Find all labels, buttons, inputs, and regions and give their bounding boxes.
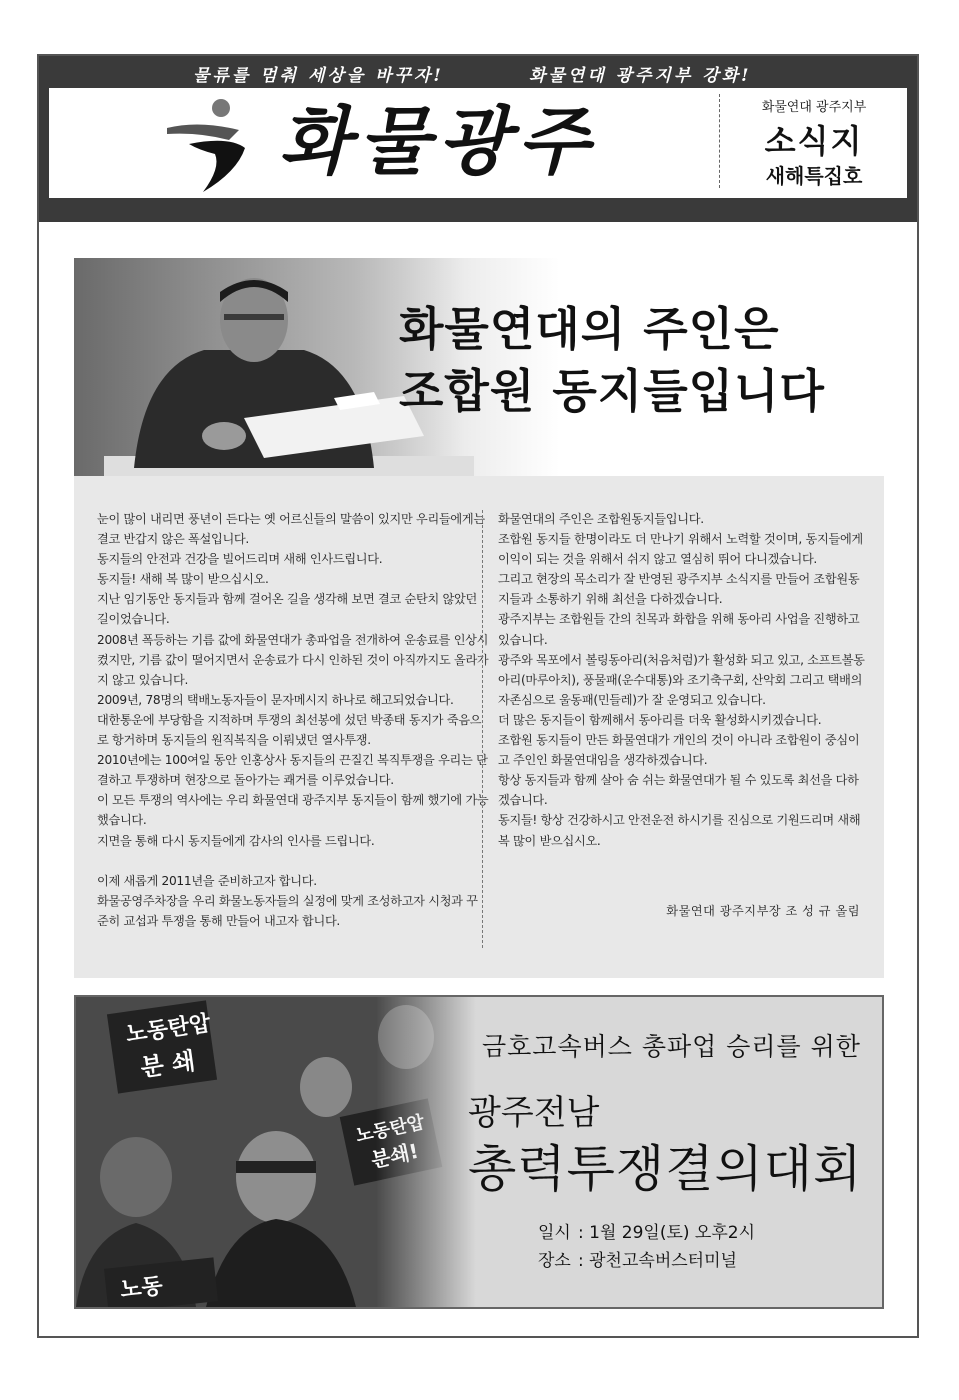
paragraph: 화물공영주차장을 우리 화물노동자들의 실정에 맞게 조성하고자 시청과 꾸준히 교섭과 투쟁을 통해 만들어 내고자 합니다. — [97, 893, 478, 928]
rally-date — [538, 1219, 755, 1247]
title-box — [49, 88, 907, 198]
paragraph: 광주지부는 조합원들 간의 친목과 화합을 위해 동아리 사업을 진행하고 있습니다. — [498, 612, 860, 647]
rally-place — [538, 1247, 755, 1275]
paragraph: 동지들의 안전과 건강을 빌어드리며 새해 인사드립니다. — [97, 552, 383, 567]
union-logo-icon — [159, 94, 259, 194]
paragraph: 조합원 동지들 한명이라도 더 만나기 위해서 노력할 것이며, 동지들에게 이익이 되는 것을 위해서 쉬지 않고 열심히 뛰어 다니겠습니다. — [498, 532, 863, 567]
column-divider — [482, 510, 483, 948]
masthead-divider — [719, 94, 720, 188]
headline — [399, 298, 825, 422]
paragraph: 항상 동지들과 함께 살아 숨 쉬는 화물연대가 될 수 있도록 최선을 다하겠습니다. — [498, 773, 859, 808]
paragraph: 조합원 동지들이 만든 화물연대가 개인의 것이 아니라 조합원이 중심이고 주인인 화물연대임을 생각하겠습니다. — [498, 733, 860, 768]
slogan-left: 물류를 멈춰 세상을 바꾸자! — [193, 66, 444, 86]
paragraph: 더 많은 동지들이 함께해서 동아리를 더욱 활성화시키겠습니다. — [498, 712, 822, 727]
paragraph: 2010년에는 100여일 동안 인홍상사 동지들의 끈질긴 복직투쟁을 우리는 단결하고 투쟁하며 현장으로 돌아가는 쾌거를 이루었습니다. — [97, 753, 488, 788]
article-right-column — [498, 509, 866, 851]
paragraph: 2009년, 78명의 택배노동자들이 문자메시지 하나로 해고되었습니다. — [97, 692, 454, 707]
publisher-org: 화물연대 광주지부 — [761, 100, 867, 115]
paragraph: 이 모든 투쟁의 역사에는 우리 화물연대 광주지부 동지들이 함께 했기에 가능했습니다. — [97, 793, 489, 828]
paragraph: 대한통운에 부당함을 지적하며 투쟁의 최선봉에 섰던 박종태 동지가 죽음으로 항거하며 동지들의 원직복직을 이뤄냈던 열사투쟁. — [97, 712, 482, 748]
newspaper-title: 화물광주 — [279, 99, 597, 185]
place-value: : 광천고속버스터미널 — [578, 1251, 737, 1271]
new-year-letter — [74, 476, 884, 978]
date-value: : 1월 29일(토) 오후2시 — [578, 1223, 755, 1243]
slogan-right: 화물연대 광주지부 강화! — [529, 66, 752, 86]
paragraph: 지난 임기동안 동지들과 함께 걸어온 길을 생각해 보면 결코 순탄치 않았던 길이었습니다. — [97, 592, 477, 627]
paragraph-spacer — [97, 851, 489, 871]
paragraph: 눈이 많이 내리면 풍년이 든다는 옛 어르신들의 말씀이 있지만 우리들에게는 결코 반갑지 않은 폭설입니다. — [97, 512, 485, 547]
hero-banner — [74, 258, 884, 476]
paragraph: 그리고 현장의 목소리가 잘 반영된 광주지부 소식지를 만들어 조합원동지들과 소통하기 위해 최선을 다하겠습니다. — [498, 572, 860, 607]
paragraph: 동지들! 항상 건강하시고 안전운전 하시기를 진심으로 기원드리며 새해 복 많이 받으십시오. — [498, 813, 861, 848]
paragraph: 광주와 목포에서 볼링동아리(처음처럼)가 활성화 되고 있고, 소프트볼동아리(마루아치), 풍물패(운수대통)와 조기축구회, 산악회 그리고 택배의 자존심으로 울동패(민들레)가 잘 운영되고 있습니다. — [498, 652, 865, 707]
rally-photo — [76, 997, 476, 1307]
paragraph: 화물연대의 주인은 조합원동지들입니다. — [498, 512, 704, 526]
article-left-column — [97, 509, 489, 931]
rally-region: 광주전남 — [468, 1093, 600, 1133]
signature: 화물연대 광주지부장 조 성 규 올림 — [666, 904, 860, 918]
date-label: 일시 — [538, 1223, 571, 1243]
rally-title: 총력투쟁결의대회 — [468, 1140, 863, 1198]
rally-details — [538, 1219, 755, 1275]
issue-name: 새해특집호 — [765, 164, 863, 188]
headline-line-1: 화물연대의 주인은 — [399, 302, 780, 356]
rally-announcement — [74, 995, 884, 1309]
masthead — [39, 56, 917, 222]
slogan-bar — [39, 56, 917, 88]
publication-kind: 소식지 — [764, 122, 864, 160]
paragraph: 지면을 통해 다시 동지들에게 감사의 인사를 드립니다. — [97, 833, 375, 848]
headline-line-2: 조합원 동지들입니다 — [399, 364, 825, 418]
place-label: 장소 — [538, 1251, 571, 1271]
rally-subtitle: 금호고속버스 총파업 승리를 위한 — [482, 1032, 861, 1061]
paragraph: 이제 새롭게 2011년을 준비하고자 합니다. — [97, 873, 317, 888]
paragraph: 동지들! 새해 복 많이 받으십시오. — [97, 572, 269, 587]
paragraph: 2008년 폭등하는 기름 값에 화물연대가 총파업을 전개하여 운송료를 인상시켰지만, 기름 값이 떨어지면서 운송료가 다시 인하된 것이 아직까지도 올라가지 않고 있습니다. — [97, 632, 489, 687]
